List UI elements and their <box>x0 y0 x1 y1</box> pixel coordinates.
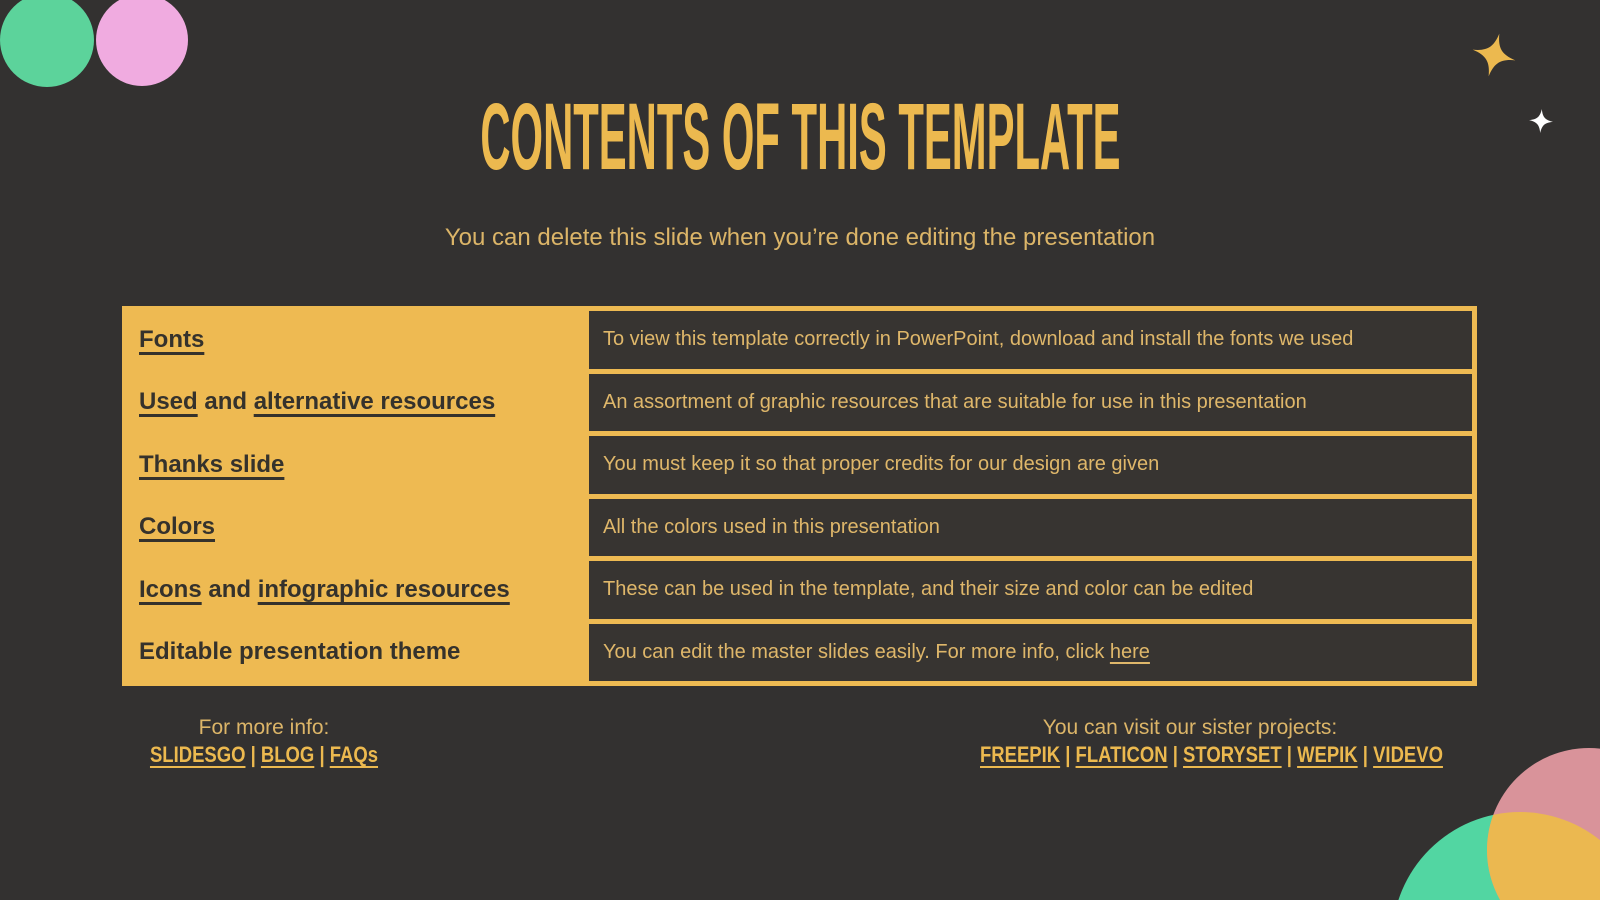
footer-link-blog[interactable]: BLOG <box>260 742 315 767</box>
circle-pink-icon <box>96 0 188 86</box>
toc-row-label <box>127 374 579 432</box>
toc-row-label <box>127 561 579 619</box>
separator: | <box>314 742 330 767</box>
toc-row-description <box>589 561 1472 619</box>
separator: | <box>1060 742 1076 767</box>
toc-link[interactable]: Fonts <box>139 325 205 353</box>
toc-link[interactable]: Colors <box>139 513 216 541</box>
toc-link[interactable]: Thanks slide <box>139 450 285 478</box>
separator: | <box>245 742 261 767</box>
toc-text: An assortment of graphic resources that are suitable for use in this presentation <box>603 390 1307 413</box>
toc-row-label <box>127 436 579 494</box>
corner-circles-decoration <box>0 0 200 96</box>
blob-overlap-yellow-icon <box>1392 812 1600 900</box>
footer-more-info-links <box>146 741 381 769</box>
footer-link-wepik[interactable]: WEPIK <box>1297 742 1358 767</box>
toc-text: and <box>197 388 254 416</box>
footer-more-info-label: For more info: <box>198 716 330 739</box>
footer-link-videvo[interactable]: VIDEVO <box>1373 742 1443 767</box>
toc-text: You must keep it so that proper credits for our design are given <box>603 453 1160 476</box>
toc-text: Editable presentation theme <box>139 638 461 666</box>
toc-text: All the colors used in this presentation <box>603 515 940 538</box>
toc-row-label <box>127 499 579 557</box>
toc-row-description <box>589 436 1472 494</box>
slide-title-wrap <box>0 84 1600 190</box>
footer-sister-projects-links <box>980 741 1443 769</box>
toc-row-label <box>127 311 579 369</box>
footer-sister-projects-label: You can visit our sister projects: <box>1042 716 1338 739</box>
toc-link[interactable]: Used <box>139 388 198 416</box>
toc-row-description <box>589 624 1472 682</box>
sparkle-icon <box>1467 28 1520 81</box>
toc-link[interactable]: here <box>1109 640 1150 663</box>
separator: | <box>1357 742 1374 767</box>
contents-table <box>122 306 1477 686</box>
toc-text: To view this template correctly in PowerPoint, download and install the fonts we used <box>603 328 1354 351</box>
slide-subtitle: You can delete this slide when you’re done editing the presentation <box>444 224 1156 251</box>
toc-row-description <box>589 374 1472 432</box>
footer-link-freepik[interactable]: FREEPIK <box>980 742 1061 767</box>
toc-text: These can be used in the template, and their size and color can be edited <box>603 578 1254 601</box>
page-title: CONTENTS OF THIS TEMPLATE <box>479 84 1121 190</box>
separator: | <box>1167 742 1184 767</box>
toc-link[interactable]: Icons <box>139 575 202 603</box>
separator: | <box>1281 742 1298 767</box>
footer-link-flaticon[interactable]: FLATICON <box>1075 742 1168 767</box>
footer-link-storyset[interactable]: STORYSET <box>1183 742 1282 767</box>
toc-link[interactable]: infographic resources <box>257 575 510 603</box>
blob-green-icon <box>1392 812 1600 900</box>
footer-link-slidesgo[interactable]: SLIDESGO <box>149 742 246 767</box>
footer-sister-projects <box>940 714 1443 769</box>
circle-green-icon <box>0 0 94 87</box>
toc-text: and <box>201 575 258 603</box>
toc-row-description <box>589 499 1472 557</box>
footer-more-info <box>124 714 404 769</box>
blob-rose-icon <box>1487 748 1600 900</box>
toc-row-description <box>589 311 1472 369</box>
footer-link-faqs[interactable]: FAQs <box>329 742 379 767</box>
toc-link[interactable]: alternative resources <box>253 388 496 416</box>
toc-row-label <box>127 624 579 682</box>
toc-text: You can edit the master slides easily. For more info, click <box>603 640 1110 663</box>
